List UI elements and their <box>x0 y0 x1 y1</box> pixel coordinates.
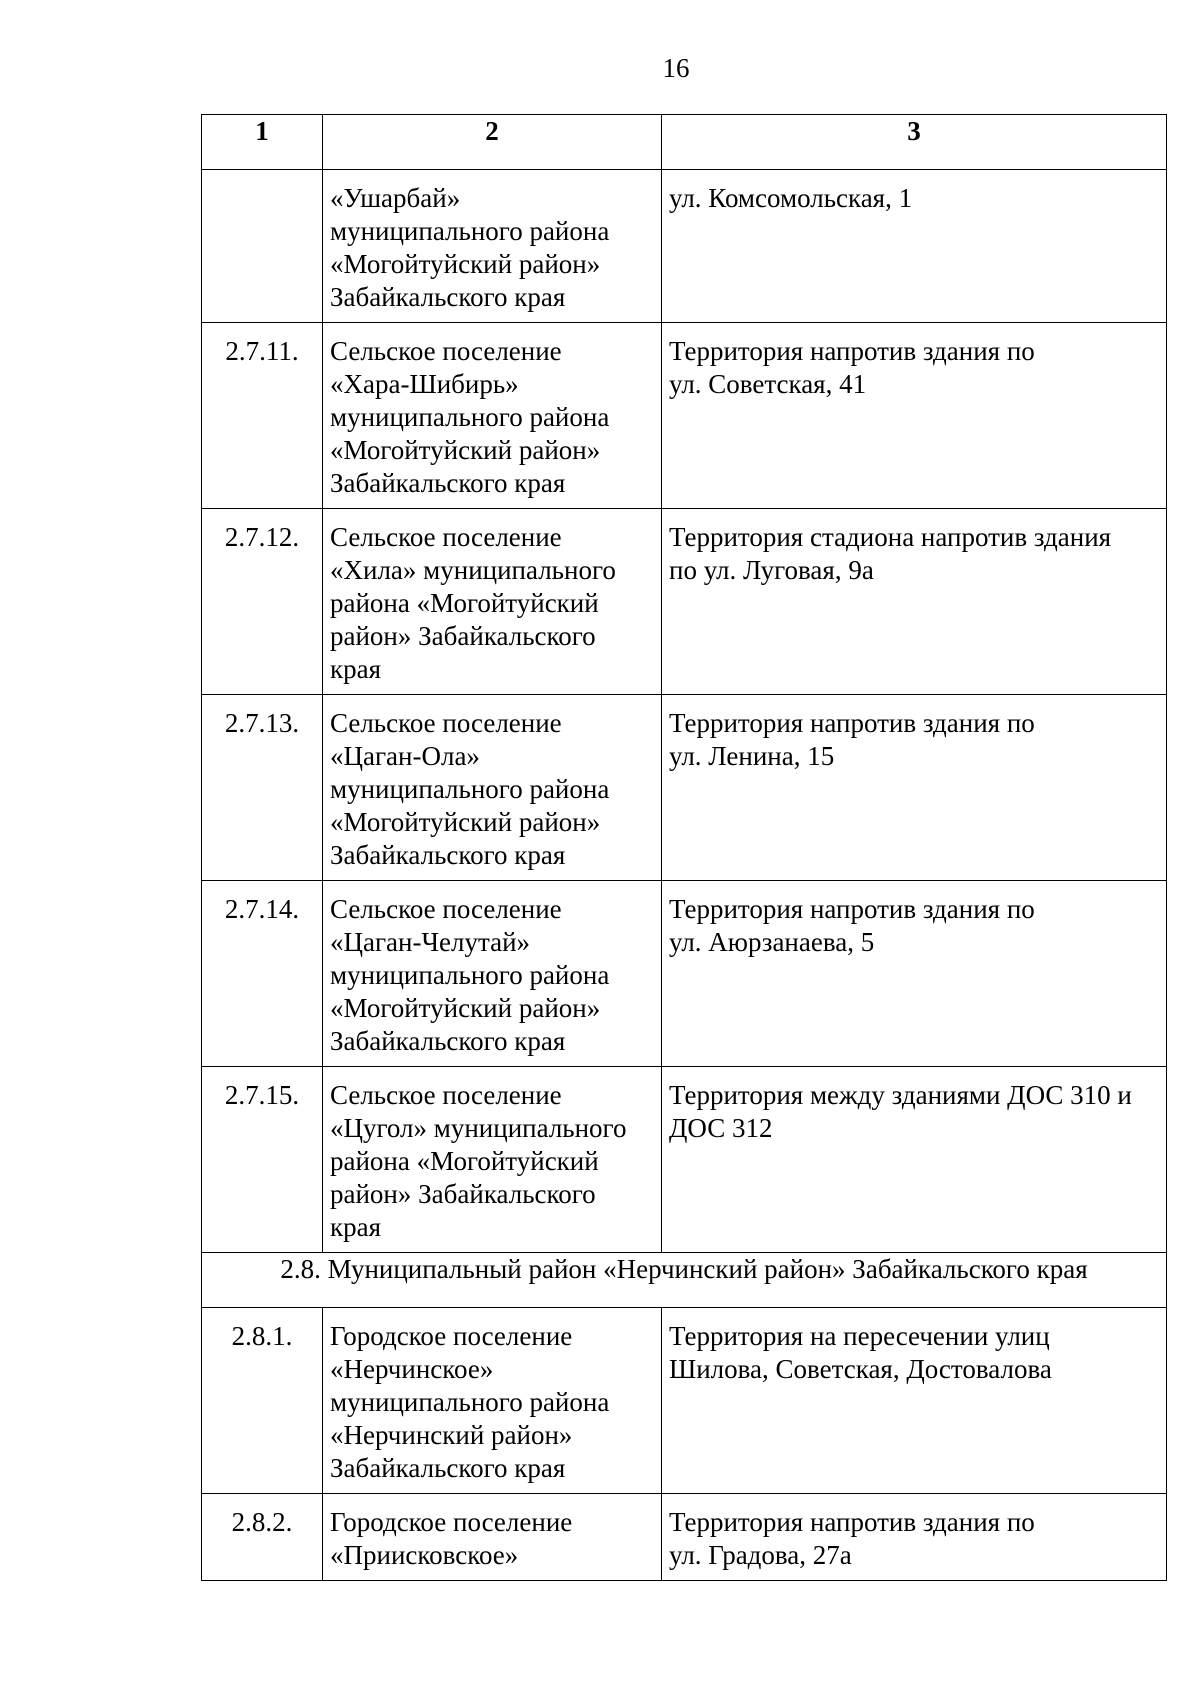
row-number: 2.7.13. <box>202 695 323 881</box>
settlement-name: «Ушарбай» муниципального района «Могойтуйский район» Забайкальского края <box>323 170 662 323</box>
table-row <box>202 323 1167 509</box>
table-row <box>202 695 1167 881</box>
location: ул. Комсомольская, 1 <box>662 170 1167 323</box>
table-row <box>202 1308 1167 1494</box>
row-number: 2.8.2. <box>202 1494 323 1581</box>
settlements-table <box>201 114 1167 1581</box>
column-header-1: 1 <box>202 115 323 170</box>
table-row <box>202 509 1167 695</box>
row-number: 2.7.15. <box>202 1067 323 1253</box>
settlement-name: Сельское поселение «Хила» муниципального района «Могойтуйский район» Забайкальского края <box>323 509 662 695</box>
row-number: 2.7.11. <box>202 323 323 509</box>
settlement-name: Сельское поселение «Цаган-Ола» муниципального района «Могойтуйский район» Забайкальского края <box>323 695 662 881</box>
table-row <box>202 1067 1167 1253</box>
row-number: 2.8.1. <box>202 1308 323 1494</box>
section-heading-row <box>202 1253 1167 1308</box>
row-number <box>202 170 323 323</box>
table-row <box>202 881 1167 1067</box>
row-number: 2.7.14. <box>202 881 323 1067</box>
table-row <box>202 1494 1167 1581</box>
location: Территория напротив здания по ул. Советская, 41 <box>662 323 1167 509</box>
column-header-3: 3 <box>662 115 1167 170</box>
settlement-name: Сельское поселение «Хара-Шибирь» муниципального района «Могойтуйский район» Забайкальского края <box>323 323 662 509</box>
table-header-row <box>202 115 1167 170</box>
location: Территория напротив здания по ул. Ленина, 15 <box>662 695 1167 881</box>
settlement-name: Сельское поселение «Цаган-Челутай» муниципального района «Могойтуйский район» Забайкальского края <box>323 881 662 1067</box>
section-heading: 2.8. Муниципальный район «Нерчинский район» Забайкальского края <box>202 1253 1167 1308</box>
column-header-2: 2 <box>323 115 662 170</box>
location: Территория между зданиями ДОС 310 и ДОС 312 <box>662 1067 1167 1253</box>
settlement-name: Сельское поселение «Цугол» муниципального района «Могойтуйский район» Забайкальского края <box>323 1067 662 1253</box>
settlement-name: Городское поселение «Приисковское» <box>323 1494 662 1581</box>
page-number: 16 <box>662 53 690 83</box>
location: Территория стадиона напротив здания по ул. Луговая, 9а <box>662 509 1167 695</box>
location: Территория напротив здания по ул. Градова, 27а <box>662 1494 1167 1581</box>
table-row <box>202 170 1167 323</box>
settlement-name: Городское поселение «Нерчинское» муниципального района «Нерчинский район» Забайкальского края <box>323 1308 662 1494</box>
location: Территория напротив здания по ул. Аюрзанаева, 5 <box>662 881 1167 1067</box>
location: Территория на пересечении улиц Шилова, Советская, Достовалова <box>662 1308 1167 1494</box>
row-number: 2.7.12. <box>202 509 323 695</box>
